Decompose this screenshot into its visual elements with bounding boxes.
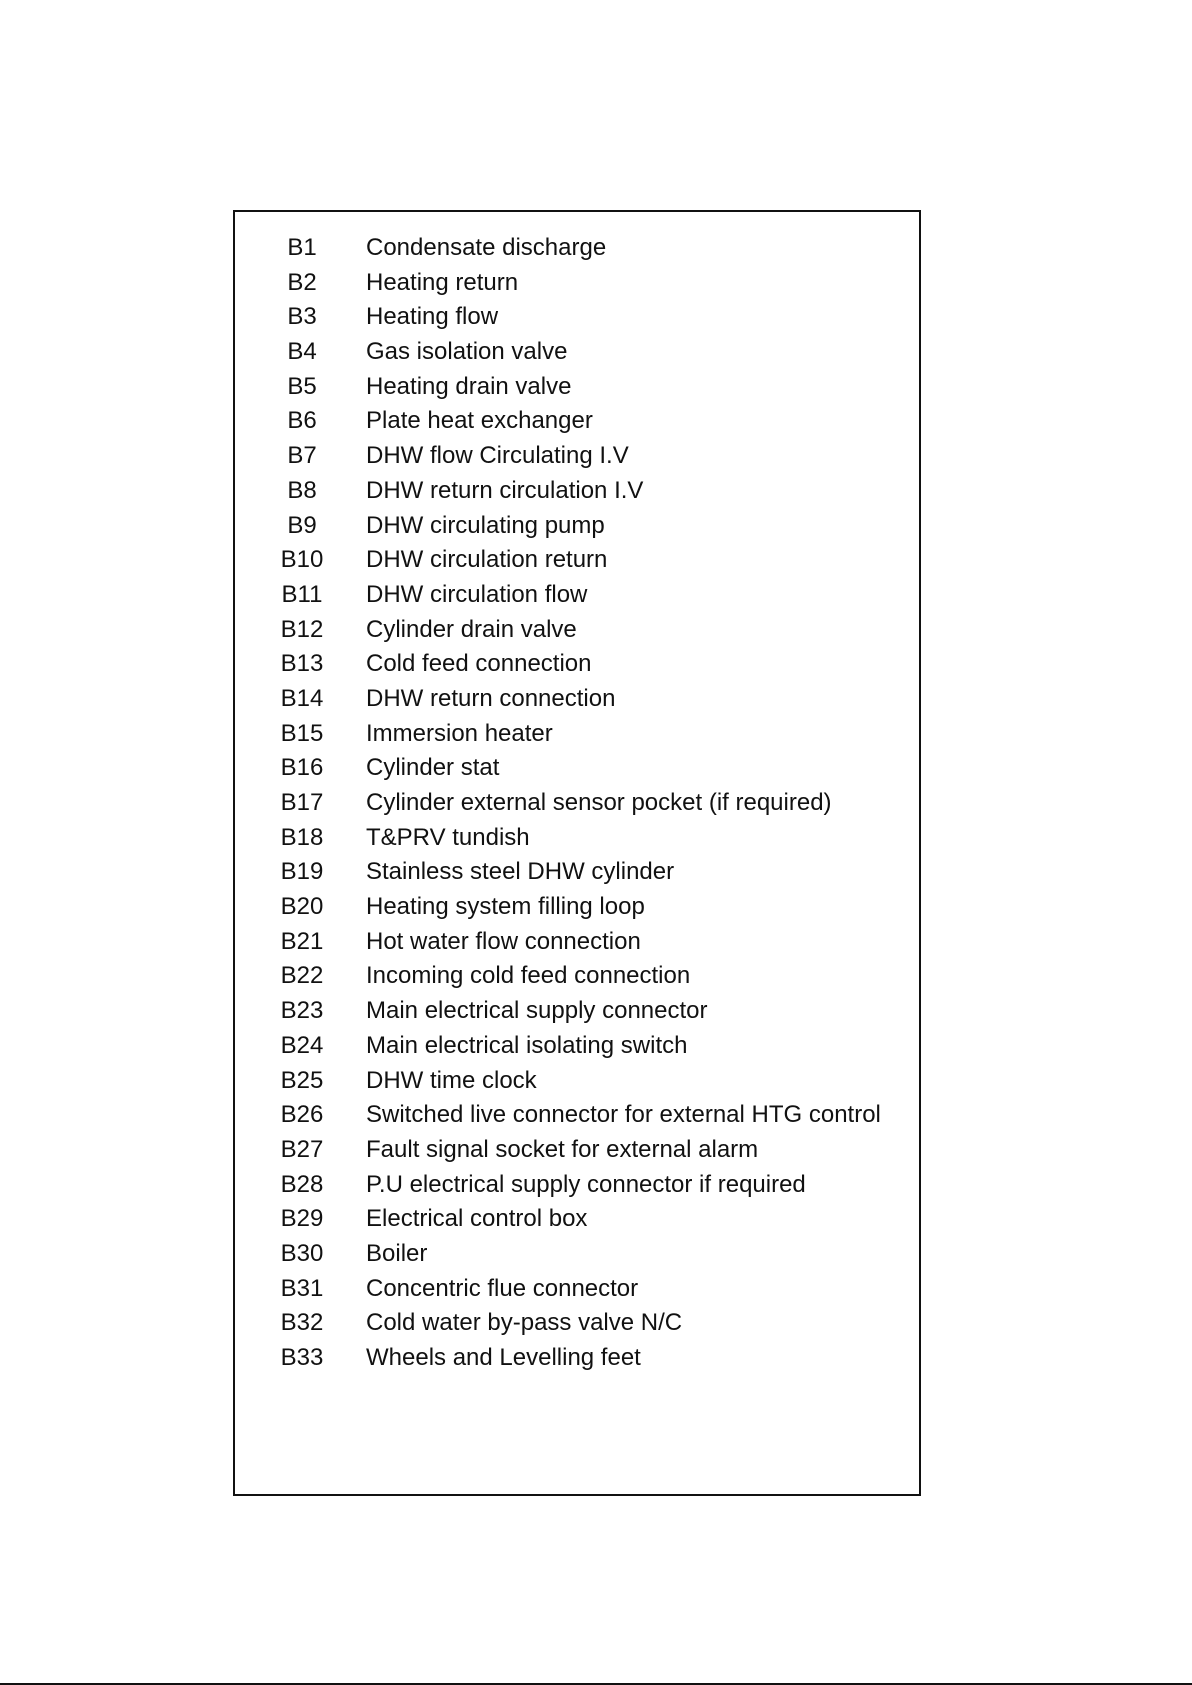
legend-code: B7 xyxy=(287,442,317,470)
legend-item xyxy=(235,786,919,821)
legend-item xyxy=(235,682,919,717)
legend-item xyxy=(235,439,919,474)
legend-description: Gas isolation valve xyxy=(366,338,568,366)
legend-code: B17 xyxy=(280,789,324,816)
legend-item xyxy=(235,959,919,994)
legend-item xyxy=(235,855,919,890)
legend-description: T&PRV tundish xyxy=(366,823,530,851)
legend-box xyxy=(233,210,921,1496)
legend-item xyxy=(235,578,919,613)
legend-description: Stainless steel DHW cylinder xyxy=(366,858,675,886)
legend-item xyxy=(235,1064,919,1099)
legend-description: Heating system filling loop xyxy=(366,893,645,921)
legend-code: B29 xyxy=(280,1205,324,1233)
legend-item xyxy=(235,370,919,405)
legend-code: B28 xyxy=(280,1170,324,1198)
legend-item xyxy=(235,231,919,266)
legend-code: B1 xyxy=(287,234,317,261)
legend-item xyxy=(235,1237,919,1272)
legend-item xyxy=(235,1202,919,1237)
legend-code: B4 xyxy=(287,338,317,366)
legend-item xyxy=(235,1168,919,1203)
legend-description: P.U electrical supply connector if required xyxy=(366,1170,806,1198)
legend-description: Main electrical isolating switch xyxy=(366,1031,688,1059)
legend-description: DHW return circulation I.V xyxy=(366,476,644,504)
legend-item xyxy=(235,613,919,648)
legend-item xyxy=(235,925,919,960)
legend-code: B11 xyxy=(281,580,323,608)
legend-code: B9 xyxy=(287,511,317,539)
legend-code: B16 xyxy=(280,754,324,782)
legend-description: DHW time clock xyxy=(366,1066,537,1094)
legend-code: B18 xyxy=(280,823,324,851)
legend-description: Switched live connector for external HTG control xyxy=(366,1101,881,1129)
legend-code: B2 xyxy=(287,268,317,296)
legend-item xyxy=(235,404,919,439)
legend-description: Cold feed connection xyxy=(366,650,592,678)
legend-description: Incoming cold feed connection xyxy=(366,962,691,990)
legend-description: Heating return xyxy=(366,268,519,296)
legend-code: B3 xyxy=(287,303,317,331)
legend-description: DHW circulation return xyxy=(366,546,608,574)
legend-code: B8 xyxy=(287,476,317,504)
legend-item xyxy=(235,509,919,544)
legend-code: B26 xyxy=(280,1101,324,1129)
legend-description: Cylinder drain valve xyxy=(366,615,577,643)
legend-code: B15 xyxy=(280,719,324,747)
legend-description: Cold water by-pass valve N/C xyxy=(366,1309,683,1337)
legend-code: B22 xyxy=(280,962,324,990)
legend-item xyxy=(235,335,919,370)
legend-description: DHW flow Circulating I.V xyxy=(366,442,629,470)
legend-item xyxy=(235,1098,919,1133)
legend-code: B6 xyxy=(287,407,317,435)
legend-item xyxy=(235,266,919,301)
legend-description: Condensate discharge xyxy=(366,234,607,261)
legend-description: Boiler xyxy=(366,1239,428,1267)
legend-description: Heating flow xyxy=(366,303,499,331)
legend-code: B31 xyxy=(280,1274,324,1302)
legend-description: Immersion heater xyxy=(366,719,553,747)
legend-item xyxy=(235,1133,919,1168)
legend-code: B27 xyxy=(280,1135,324,1163)
legend-description: Plate heat exchanger xyxy=(366,407,593,435)
legend-description: Electrical control box xyxy=(366,1205,588,1233)
legend-description: Heating drain valve xyxy=(366,372,572,400)
legend-item xyxy=(235,890,919,925)
legend-code: B32 xyxy=(280,1309,324,1337)
legend-description: Hot water flow connection xyxy=(366,927,641,955)
legend-code: B19 xyxy=(280,858,324,886)
legend-list xyxy=(235,231,919,1376)
legend-description: DHW circulating pump xyxy=(366,511,605,539)
legend-item xyxy=(235,1029,919,1064)
legend-description: Concentric flue connector xyxy=(366,1274,639,1302)
legend-item xyxy=(235,994,919,1029)
legend-code: B33 xyxy=(280,1344,324,1371)
legend-item xyxy=(235,751,919,786)
legend-code: B10 xyxy=(280,546,324,574)
legend-code: B25 xyxy=(280,1066,324,1094)
legend-item xyxy=(235,647,919,682)
legend-description: Wheels and Levelling feet xyxy=(366,1344,641,1371)
legend-code: B21 xyxy=(280,927,324,955)
legend-description: DHW circulation flow xyxy=(366,580,588,608)
legend-item xyxy=(235,474,919,509)
legend-code: B14 xyxy=(280,684,324,712)
legend-description: Cylinder stat xyxy=(366,754,500,782)
legend-code: B30 xyxy=(280,1239,324,1267)
legend-code: B23 xyxy=(280,997,324,1025)
legend-item xyxy=(235,1306,919,1341)
legend-item xyxy=(235,1272,919,1307)
legend-code: B24 xyxy=(280,1031,324,1059)
legend-code: B13 xyxy=(280,650,324,678)
legend-item xyxy=(235,300,919,335)
legend-item xyxy=(235,717,919,752)
legend-item xyxy=(235,543,919,578)
legend-code: B20 xyxy=(280,893,324,921)
legend-description: Main electrical supply connector xyxy=(366,997,708,1025)
legend-item xyxy=(235,821,919,856)
legend-code: B12 xyxy=(280,615,324,643)
legend-description: DHW return connection xyxy=(366,684,616,712)
legend-code: B5 xyxy=(287,372,317,400)
legend-item xyxy=(235,1341,919,1376)
legend-description: Cylinder external sensor pocket (if required) xyxy=(366,789,832,816)
legend-description: Fault signal socket for external alarm xyxy=(366,1135,759,1163)
